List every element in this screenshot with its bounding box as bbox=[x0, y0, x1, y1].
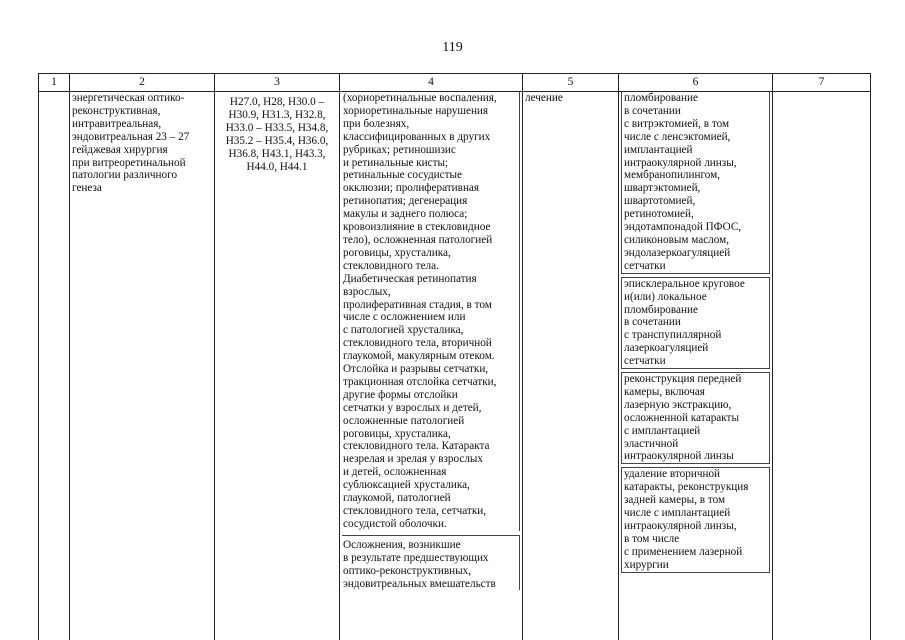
table-row bbox=[39, 92, 871, 640]
column-header-7: 7 bbox=[773, 74, 871, 92]
header-row bbox=[39, 74, 871, 92]
column-header-3: 3 bbox=[215, 74, 340, 92]
procedure-text-3: реконструкция передней камеры, включая лазерную экстракцию, осложненной катаракты с имплантацией эластичной интраокулярной линзы bbox=[621, 372, 770, 464]
column-header-2: 2 bbox=[70, 74, 215, 92]
column-header-5: 5 bbox=[523, 74, 619, 92]
column-header-4: 4 bbox=[340, 74, 523, 92]
column-header-6: 6 bbox=[619, 74, 773, 92]
cell-treatment-type bbox=[523, 92, 619, 640]
complications-text: Осложнения, возникшие в результате предшествующих оптико-реконструктивных, эндовитреальных вмешательств bbox=[342, 535, 520, 591]
method-text: энергетическая оптико- реконструктивная, интравитреальная, эндовитреальная 23 – 27 гейджевая хирургия при витреоретинальной патологии различного генеза bbox=[72, 92, 190, 195]
icd-codes-text: H27.0, H28, H30.0 – H30.9, H31.3, H32.8, H33.0 – H33.5, H34.8, H35.2 – H35.4, H36.0, H36.8, H43.1, H43.3, H44.0, H44.1 bbox=[225, 96, 329, 173]
procedure-text-1: пломбирование в сочетании с витрэктомией, в том числе с ленсэктомией, имплантацией интраокулярной линзы, мембранопилингом, швартэктомией, швартотомией, ретинотомией, эндотампонадой ПФОС, силиконовым маслом, эндолазеркоагуляцией сетчатки bbox=[621, 92, 770, 274]
cell-col7 bbox=[773, 92, 871, 640]
cell-number bbox=[39, 92, 70, 640]
page-number: 119 bbox=[442, 40, 463, 55]
cell-procedures bbox=[619, 92, 773, 640]
diagnosis-text: (хориоретинальные воспаления, хориоретинальные нарушения при болезнях, классифицированных в других рубриках; ретиношизис и ретинальные кисты; ретинальные сосудистые окклюзии; пролиферативная ретинопатия; дегенерация макулы и заднего полюса; кровоизлияние в стекловидное тело), осложненная патологией роговицы, хрусталика, стекловидного тела. Диабетическая ретинопатия взрослых, пролиферативная стадия, в том числе с осложнением или с патологией хрусталика, стекловидного тела, вторичной глаукомой, макулярным отеком. Отслойка и разрывы сетчатки, тракционная отслойка сетчатки, другие формы отслойки сетчатки у взрослых и детей, осложненные патологией роговицы, хрусталика, стекловидного тела. Катаракта незрелая и зрелая у взрослых и детей, осложненная сублюксацией хрусталика, глаукомой, патологией стекловидного тела, сетчатки, сосудистой оболочки. bbox=[342, 92, 520, 531]
cell-diagnosis bbox=[340, 92, 523, 640]
procedure-text-2: эписклеральное круговое и(или) локальное пломбирование в сочетании с транспупиллярной лазеркоагуляцией сетчатки bbox=[621, 277, 770, 369]
treatment-type-text: лечение bbox=[525, 92, 563, 104]
cell-icd-codes bbox=[215, 92, 340, 640]
treatment-table bbox=[38, 73, 871, 640]
procedure-text-4: удаление вторичной катаракты, реконструкция задней камеры, в том числе с имплантацией интраокулярной линзы, в том числе с применением лазерной хирургии bbox=[621, 467, 770, 572]
column-header-1: 1 bbox=[39, 74, 70, 92]
cell-method bbox=[70, 92, 215, 640]
